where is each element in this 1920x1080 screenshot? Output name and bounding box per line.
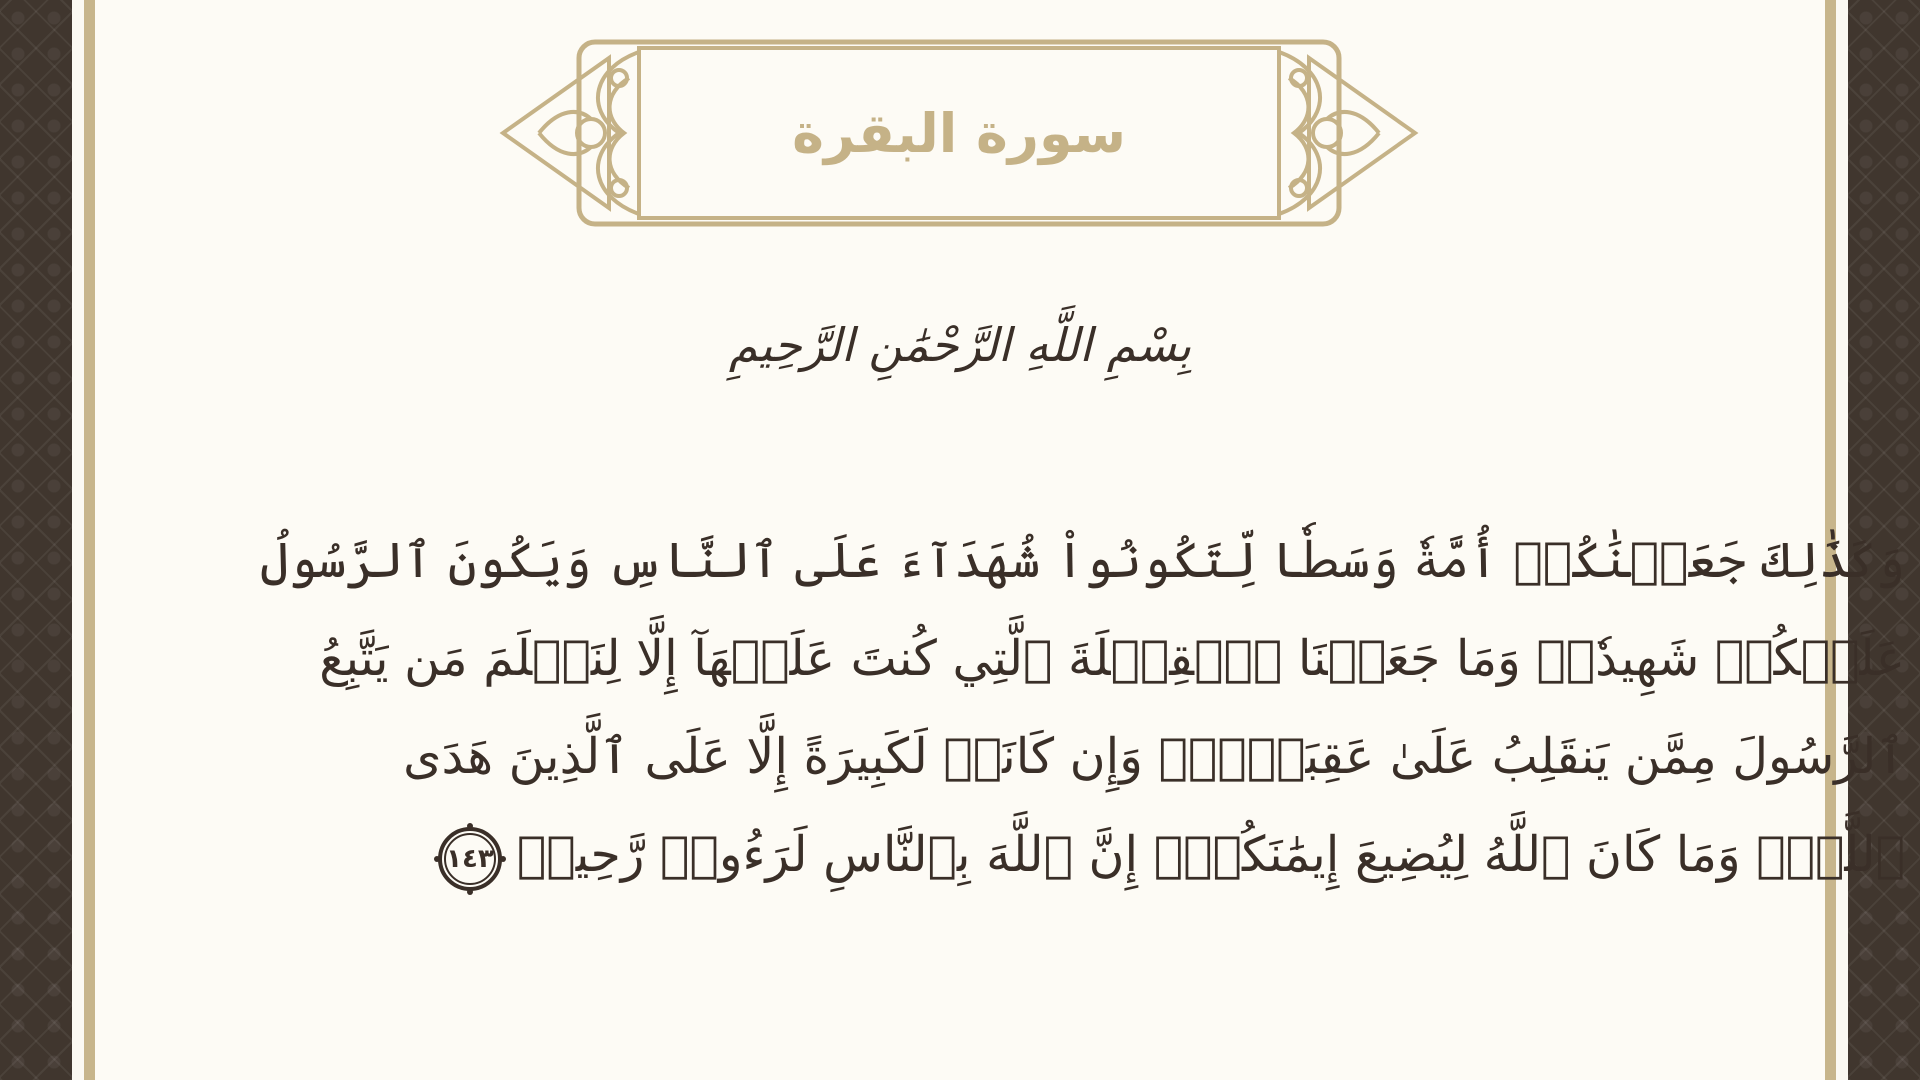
surah-title: سورة البقرة <box>792 101 1126 165</box>
verse-line-1: وَكَذَٰلِكَ جَعَلۡنَٰكُمۡ أُمَّةٗ وَسَطٗا لِّتَكُونُواْ شُهَدَآءَ عَلَى ٱلنَّاسِ وَيَكُونَ ٱلرَّسُولُ <box>260 532 1905 589</box>
ayah-number: ١٤٣ <box>446 843 494 874</box>
verse-text <box>195 512 1905 904</box>
mushaf-page <box>95 0 1905 1080</box>
verse-line-4-text: ٱللَّهُۗ وَمَا كَانَ ٱللَّهُ لِيُضِيعَ إِيمَٰنَكُمۡۚ إِنَّ ٱللَّهَ بِٱلنَّاسِ لَرَءُوفٞ رَّحِيمٞ <box>516 826 1905 883</box>
verse-line-2: عَلَيۡكُمۡ شَهِيدٗاۗ وَمَا جَعَلۡنَا ٱلۡقِبۡلَةَ ٱلَّتِي كُنتَ عَلَيۡهَآ إِلَّا لِنَعۡلَمَ مَن يَتَّبِعُ <box>319 630 1905 687</box>
left-gold-rule <box>84 0 95 1080</box>
ayah-end-marker <box>433 822 507 896</box>
left-border-gap <box>72 0 84 1080</box>
left-pattern-border <box>0 0 72 1080</box>
surah-title-frame <box>499 38 1419 228</box>
verse-line-3: ٱلرَّسُولَ مِمَّن يَنقَلِبُ عَلَىٰ عَقِبَيۡهِۚ وَإِن كَانَتۡ لَكَبِيرَةً إِلَّا عَلَى ٱلَّذِينَ هَدَى <box>403 728 1905 785</box>
verse-line-4 <box>195 806 1905 904</box>
basmala: بِسْمِ اللَّهِ الرَّحْمَٰنِ الرَّحِيمِ <box>728 318 1192 372</box>
